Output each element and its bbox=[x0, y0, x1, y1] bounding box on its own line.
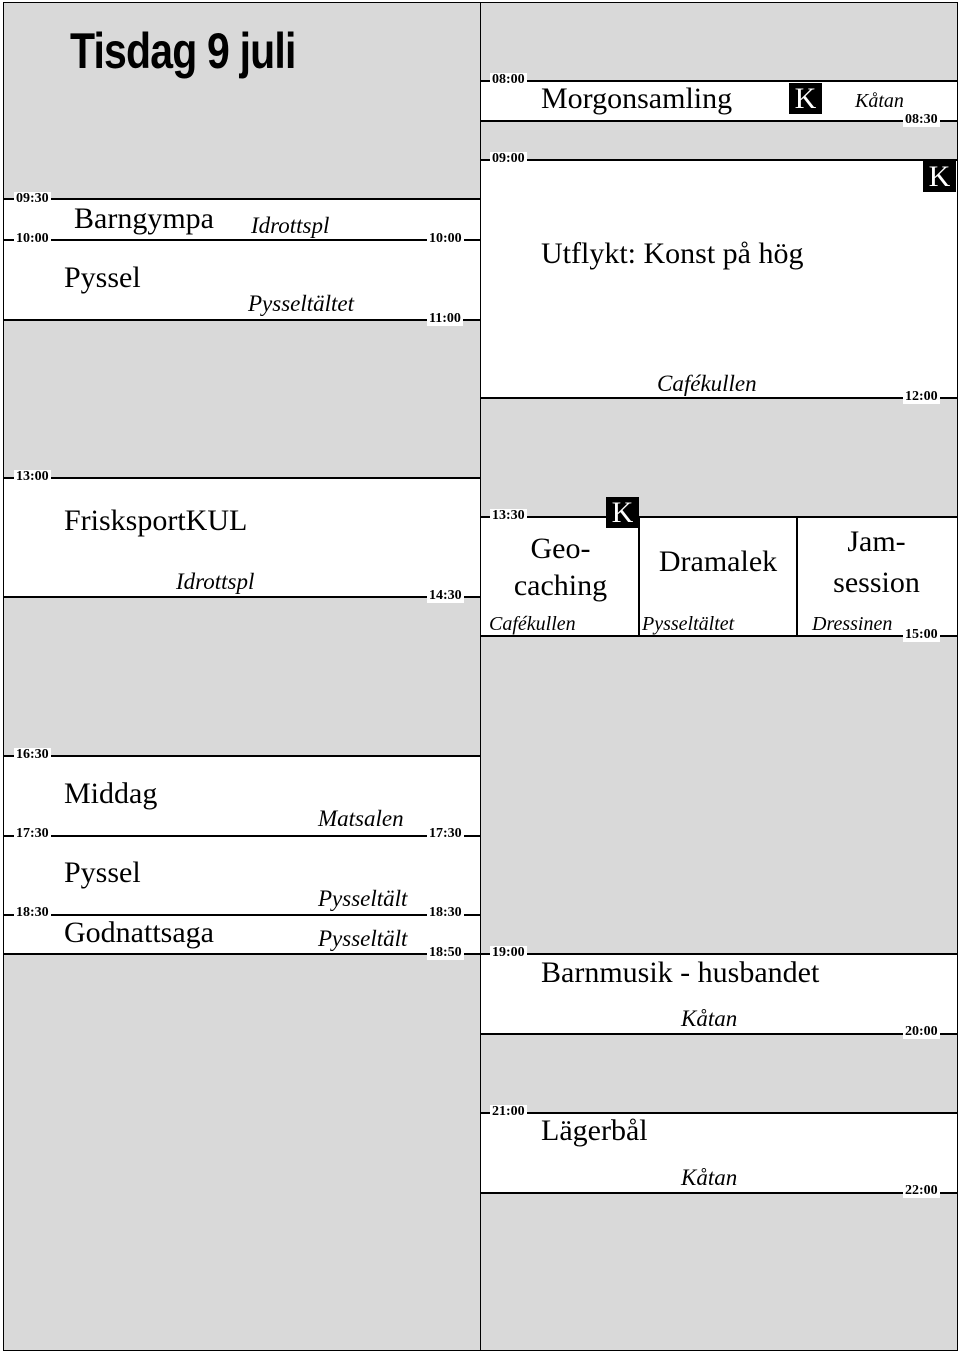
time-label: 12:00 bbox=[905, 389, 938, 404]
event-name: Geo- bbox=[530, 532, 591, 565]
time-label: 18:50 bbox=[429, 945, 462, 960]
event-name: Godnattsaga bbox=[64, 916, 214, 949]
page-title: Tisdag 9 juli bbox=[70, 23, 296, 79]
time-label: 13:00 bbox=[16, 469, 49, 484]
time-label: 10:00 bbox=[16, 231, 49, 246]
event-location: Matsalen bbox=[318, 806, 404, 831]
event-name: Lägerbål bbox=[541, 1114, 648, 1147]
time-label: 08:30 bbox=[905, 112, 938, 127]
event-location: Pysseltält bbox=[318, 886, 408, 911]
event-name: FrisksportKUL bbox=[64, 504, 248, 537]
time-label: 22:00 bbox=[905, 1183, 938, 1198]
event-location: Kåtan bbox=[681, 1165, 738, 1190]
time-label: 13:30 bbox=[492, 508, 525, 523]
event-location: Pysseltält bbox=[318, 926, 408, 951]
event-name: Barngympa bbox=[74, 202, 214, 235]
event-location: Dressinen bbox=[812, 613, 893, 635]
event-name: Middag bbox=[64, 777, 158, 810]
time-label: 17:30 bbox=[429, 826, 462, 841]
time-label: 09:30 bbox=[16, 191, 49, 206]
event-name: Pyssel bbox=[64, 261, 141, 294]
event-location: Kåtan bbox=[855, 90, 904, 112]
event-location: Pysseltältet bbox=[248, 291, 355, 316]
time-label: 19:00 bbox=[492, 945, 525, 960]
event-name: Jam- bbox=[847, 525, 906, 558]
event-name: Utflykt: Konst på hög bbox=[541, 237, 804, 270]
event-name: Morgonsamling bbox=[541, 82, 733, 115]
time-label: 16:30 bbox=[16, 747, 49, 762]
event-location: Idrottspl bbox=[251, 213, 330, 238]
event-name: Pyssel bbox=[64, 856, 141, 889]
event-location: Cafékullen bbox=[657, 371, 757, 396]
time-label: 18:30 bbox=[429, 905, 462, 920]
event-name: Barnmusik - husbandet bbox=[541, 956, 820, 989]
event-name: Dramalek bbox=[658, 545, 778, 578]
k-badge: K bbox=[923, 161, 956, 192]
event-location: Idrottspl bbox=[176, 569, 255, 594]
time-label: 11:00 bbox=[429, 311, 461, 326]
time-label: 08:00 bbox=[492, 72, 525, 87]
time-label: 10:00 bbox=[429, 231, 462, 246]
event-name: caching bbox=[513, 569, 608, 602]
event-location: Cafékullen bbox=[489, 613, 576, 635]
time-label: 18:30 bbox=[16, 905, 49, 920]
k-badge: K bbox=[606, 497, 639, 528]
time-label: 21:00 bbox=[492, 1104, 525, 1119]
event-name: session bbox=[833, 566, 920, 599]
event-utflykt bbox=[481, 159, 957, 399]
event-location: Pysseltältet bbox=[642, 613, 735, 635]
time-label: 15:00 bbox=[905, 627, 938, 642]
event-location: Kåtan bbox=[681, 1006, 738, 1031]
k-badge: K bbox=[789, 83, 822, 114]
time-label: 09:00 bbox=[492, 151, 525, 166]
time-label: 20:00 bbox=[905, 1024, 938, 1039]
time-label: 14:30 bbox=[429, 588, 462, 603]
time-label: 17:30 bbox=[16, 826, 49, 841]
